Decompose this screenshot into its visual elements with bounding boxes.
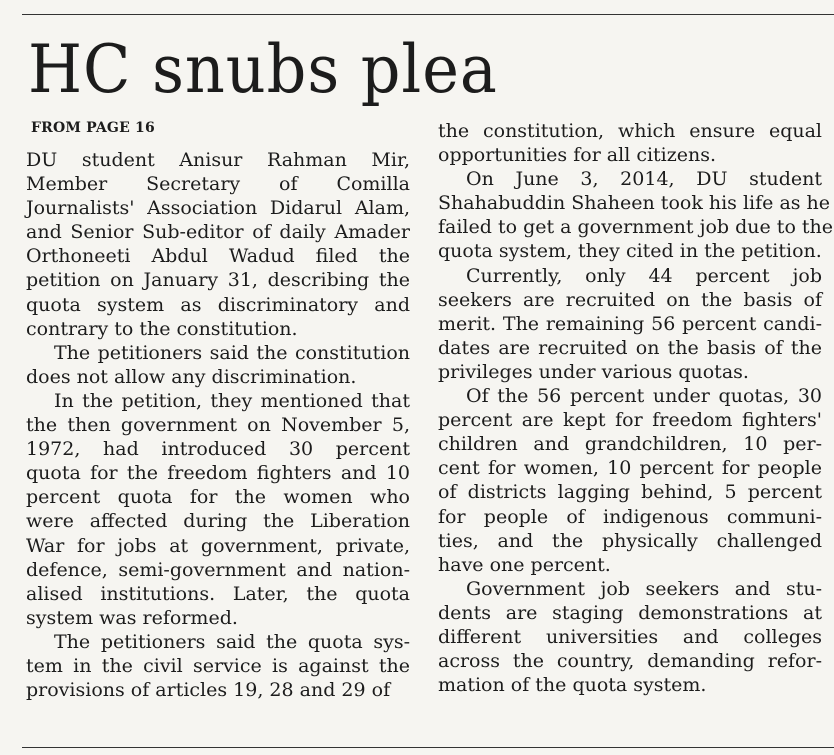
text-line: have one percent.: [438, 553, 611, 576]
text-line: percent are kept for freedom fighters': [438, 409, 822, 432]
text-line: merit. The remaining 56 percent candi-: [438, 312, 822, 335]
text-line: and Senior Sub-editor of daily Amader: [26, 221, 410, 244]
text-line: quota system as discriminatory and: [26, 293, 410, 316]
text-line: quota system, they cited in the petition.: [438, 240, 822, 263]
article-paragraph: [438, 577, 822, 697]
headline: HC snubs plea: [28, 31, 498, 108]
text-line: mation of the quota system.: [438, 674, 707, 697]
text-line: The petitioners said the constitution: [54, 341, 410, 364]
text-line: dents are staging demonstrations at: [438, 601, 822, 624]
article-paragraph: [438, 119, 822, 167]
text-line: Orthoneeti Abdul Wadud filed the: [26, 245, 410, 268]
text-line: of districts lagging behind, 5 percent: [438, 481, 822, 504]
article-paragraph: [26, 148, 410, 341]
text-line: alised institutions. Later, the quota: [26, 582, 410, 605]
text-line: On June 3, 2014, DU student: [466, 168, 822, 191]
text-line: The petitioners said the quota sys-: [54, 630, 410, 653]
text-line: does not allow any discrimination.: [26, 365, 357, 388]
text-line: Currently, only 44 percent job: [466, 264, 822, 287]
top-rule: [22, 14, 834, 15]
text-line: provisions of articles 19, 28 and 29 of: [26, 679, 391, 702]
text-line: petition on January 31, describing the: [26, 269, 410, 292]
text-line: the then government on November 5,: [26, 414, 410, 437]
continuation-kicker: FROM PAGE 16: [31, 120, 155, 136]
text-line: In the petition, they mentioned that: [54, 389, 410, 412]
article-paragraph: [26, 630, 410, 702]
article-paragraph: [26, 389, 410, 630]
bottom-rule: [22, 747, 834, 748]
text-line: children and grandchildren, 10 per-: [438, 433, 822, 456]
article-paragraph: [438, 264, 822, 384]
right-column: [438, 119, 834, 697]
text-line: opportunities for all citizens.: [438, 144, 717, 167]
text-line: were affected during the Liberation: [26, 510, 410, 533]
text-line: contrary to the constitution.: [26, 317, 298, 340]
left-column: [26, 148, 410, 702]
text-line: the constitution, which ensure equal: [438, 120, 822, 142]
text-line: Of the 56 percent under quotas, 30: [466, 385, 822, 408]
text-line: across the country, demanding refor-: [438, 650, 822, 673]
article-paragraph: [26, 341, 410, 389]
text-line: different universities and colleges: [438, 625, 822, 648]
text-line: defence, semi-government and nation-: [26, 558, 410, 581]
text-line: ties, and the physically challenged: [438, 529, 822, 552]
text-line: War for jobs at government, private,: [26, 534, 410, 557]
text-line: DU student Anisur Rahman Mir,: [26, 149, 410, 171]
text-line: dates are recruited on the basis of the: [438, 336, 822, 359]
article-paragraph: [438, 167, 834, 263]
text-line: Government job seekers and stu-: [466, 577, 822, 600]
text-line: Member Secretary of Comilla: [26, 173, 410, 196]
text-line: seekers are recruited on the basis of: [438, 288, 822, 311]
text-line: percent quota for the women who: [26, 486, 410, 509]
text-line: Shahabuddin Shaheen took his life as he: [438, 192, 831, 215]
text-line: for people of indigenous communi-: [438, 505, 822, 528]
text-line: privileges under various quotas.: [438, 360, 749, 383]
text-line: Journalists' Association Didarul Alam,: [26, 197, 410, 220]
text-line: quota for the freedom fighters and 10: [26, 462, 410, 485]
text-line: tem in the civil service is against the: [26, 654, 410, 677]
text-line: failed to get a government job due to the: [438, 216, 834, 239]
text-line: cent for women, 10 percent for people: [438, 457, 822, 480]
text-line: system was reformed.: [26, 606, 238, 629]
text-line: 1972, had introduced 30 percent: [26, 438, 410, 461]
article-paragraph: [438, 384, 822, 577]
